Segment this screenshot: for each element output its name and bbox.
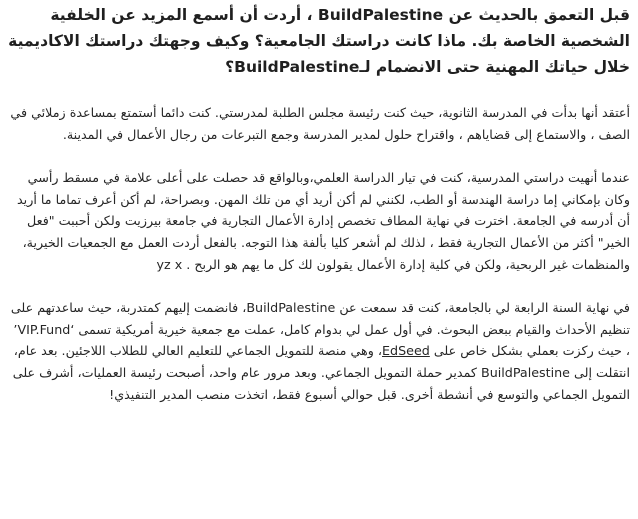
interview-question (8, 2, 630, 80)
question-brand-2: BuildPalestine (234, 58, 360, 76)
paragraph-3-text-1: في نهاية السنة الرابعة لي بالجامعة، كنت قد سمعت عن (335, 300, 630, 316)
paragraph-3-text-2: ، فانضمت إليهم كمتدربة، حيث ساعدتهم على تنظيم الأحداث والقيام ببعض البحوث. في أول عمل لي بدوام كامل، عملت مع جمعية خيرية أمريكية تسمى ‘VIP.Fund’ ، حيث ركزت بعملي بشكل خاص على (10, 300, 630, 359)
answer-paragraph-2 (8, 167, 630, 275)
answer-paragraph-3 (8, 297, 630, 405)
question-text-1: قبل التعمق بالحديث عن (443, 6, 630, 24)
question-brand-1: BuildPalestine (317, 6, 444, 24)
paragraph-3-text-3: ، وهي منصة للتمويل الجماعي للتعليم العالي للطلاب اللاجئين. بعد عام، انتقلت إلى (13, 343, 630, 380)
paragraph-3-brand-1: BuildPalestine (246, 300, 336, 316)
paragraph-3-text-4: كمدير حملة التمويل الجماعي. وبعد مرور عام واحد، أصبحت رئيسة العمليات، أشرف على التمويل الجماعي والتوسع في أنشطة أخرى. قبل حوالي أسبوع فقط، اتخذت منصب المدير التنفيذي! (12, 364, 630, 402)
article-body (8, 2, 630, 405)
paragraph-3-brand-2: BuildPalestine (481, 364, 570, 380)
answer-paragraph-1 (8, 102, 630, 145)
question-text-2: ، أردت أن أسمع المزيد عن الخلفية الشخصية الخاصة بك. ماذا كانت دراستك الجامعية؟ وكيف وجهتك دراستك الاكاديمية خلال حياتك المهنية حتى الانضمام لـ (8, 6, 630, 76)
edseed-link[interactable]: EdSeed (382, 343, 430, 359)
question-text-3: ؟ (225, 58, 235, 76)
paragraph-2-text: عندما أنهيت دراستي المدرسية، كنت في تيار الدراسة العلمي،وبالواقع قد حصلت على أعلى علامة في مسقط رأسي وكان بإمكاني إما دراسة الهندسة أو الطب، لكنني لم أكن أريد أي من تلك المهن. وبصراحة، لم أكن أعرف تماما ما أريد أن أدرسه في الجامعة. اخترت في نهاية المطاف تخصص إدارة الأعمال التجارية في جامعة بيرزيت ولكن أحببت "فعل الخير" أكثر من الأعمال التجارية فقط ، لذلك لم أشعر كليا بألفة هذا التوجه. بالفعل أردت العمل مع الجمعيات الخيرية، والمنظمات غير الربحية، ولكن في كلية إدارة الأعمال يقولون لك كل ما يهم هو الربح . (17, 170, 630, 272)
paragraph-1-text: أعتقد أنها بدأت في المدرسة الثانوية، حيث كنت رئيسة مجلس الطلبة لمدرستي. كنت دائما أستمتع بمساعدة زملائي في الصف ، والاستماع إلى قضاياهم ، واقتراح حلول لمدير المدرسة وجمع التبرعات من رجال الأعمال في المدينة. (10, 105, 630, 142)
paragraph-2-suffix: yz x (156, 256, 183, 272)
